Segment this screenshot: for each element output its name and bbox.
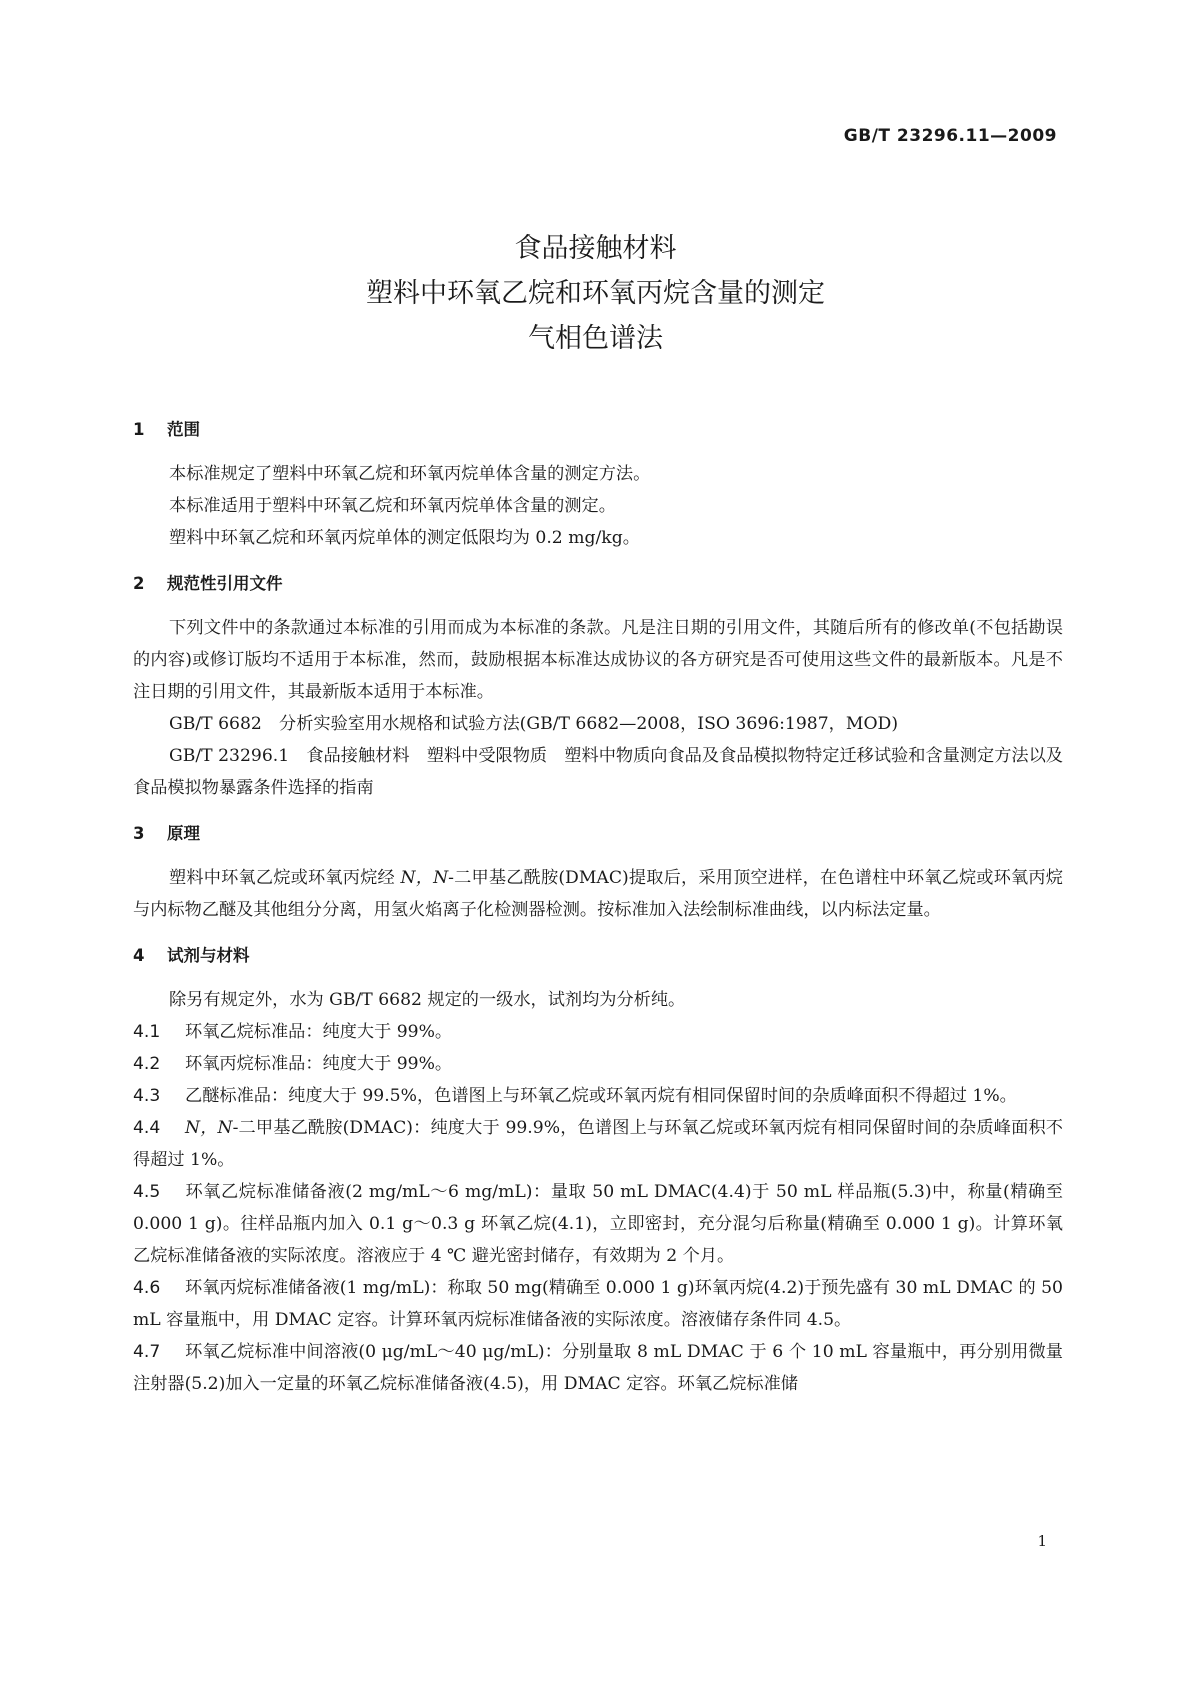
- clause-text: 环氧丙烷标准储备液(1 mg/mL)：称取 50 mg(精确至 0.000 1 g)环氧丙烷(4.2)于预先盛有 30 mL DMAC 的 50 mL 容量瓶中，用 DMAC 定容。计算环氧丙烷标准储备液的实际浓度。溶液储存条件同 4.5。: [133, 1278, 1063, 1330]
- clause-item: [133, 1272, 1063, 1336]
- document-body: [133, 414, 1063, 1400]
- section-title: 规范性引用文件: [167, 574, 283, 593]
- page-number: 1: [1037, 1532, 1047, 1550]
- title-line-3: 气相色谱法: [528, 323, 663, 354]
- clause-number: 4.3: [133, 1086, 161, 1106]
- section-number: 4: [133, 946, 145, 965]
- paragraph: 本标准适用于塑料中环氧乙烷和环氧丙烷单体含量的测定。: [169, 496, 616, 516]
- title-line-1: 食品接触材料: [514, 233, 677, 264]
- clause-item: [133, 1112, 1063, 1176]
- section-title: 范围: [167, 420, 200, 439]
- clause-item: [133, 1176, 1063, 1272]
- section-heading-scope: [133, 414, 1063, 446]
- paragraph: [133, 862, 1063, 926]
- paragraph: 本标准规定了塑料中环氧乙烷和环氧丙烷单体含量的测定方法。: [169, 464, 651, 484]
- standard-code: GB/T 23296.11—2009: [843, 126, 1057, 146]
- section-heading-principle: [133, 818, 1063, 850]
- section-title: 试剂与材料: [167, 946, 250, 965]
- italic-text: N，N: [400, 868, 449, 888]
- title-line-2: 塑料中环氧乙烷和环氧丙烷含量的测定: [366, 278, 825, 309]
- clause-item: [133, 1080, 1063, 1112]
- paragraph: 除另有规定外，水为 GB/T 6682 规定的一级水，试剂均为分析纯。: [169, 990, 686, 1010]
- text-run: 塑料中环氧乙烷或环氧丙烷经: [169, 868, 401, 888]
- section-title: 原理: [167, 824, 200, 843]
- clause-number: 4.7: [133, 1342, 161, 1362]
- clause-number: 4.6: [133, 1278, 161, 1298]
- clause-text: 环氧乙烷标准品：纯度大于 99%。: [185, 1022, 453, 1042]
- clause-number: 4.2: [133, 1054, 161, 1074]
- section-number: 1: [133, 420, 145, 439]
- document-title: [0, 226, 1191, 361]
- clause-item: [133, 1048, 1063, 1080]
- clause-item: [133, 1336, 1063, 1400]
- text-run: -二甲基乙酰胺(DMAC)提取后，采用顶空进样，在色谱柱中环氧乙烷或环氧丙烷与内标物乙醚及其他组分分离，用氢火焰离子化检测器检测。按标准加入法绘制标准曲线，以内标法定量。: [133, 868, 1063, 920]
- section-number: 2: [133, 574, 145, 593]
- clause-text: 环氧乙烷标准中间溶液(0 μg/mL～40 μg/mL)：分别量取 8 mL DMAC 于 6 个 10 mL 容量瓶中，再分别用微量注射器(5.2)加入一定量的环氧乙烷标准储备液(4.5)，用 DMAC 定容。环氧乙烷标准储: [133, 1342, 1063, 1394]
- clause-number: 4.5: [133, 1182, 161, 1202]
- section-heading-reagents: [133, 940, 1063, 972]
- clause-number: 4.4: [133, 1118, 161, 1138]
- section-heading-normative-references: [133, 568, 1063, 600]
- clause-text: 乙醚标准品：纯度大于 99.5%，色谱图上与环氧乙烷或环氧丙烷有相同保留时间的杂质峰面积不得超过 1%。: [185, 1086, 1017, 1106]
- clause-text: 环氧乙烷标准储备液(2 mg/mL～6 mg/mL)：量取 50 mL DMAC(4.4)于 50 mL 样品瓶(5.3)中，称量(精确至 0.000 1 g)。往样品瓶内加入 0.1 g～0.3 g 环氧乙烷(4.1)，立即密封，充分混匀后称量(精确至 0.000 1 g)。计算环氧乙烷标准储备液的实际浓度。溶液应于 4 ℃ 避光密封储存，有效期为 2 个月。: [133, 1182, 1063, 1266]
- clause-text: -二甲基乙酰胺(DMAC)：纯度大于 99.9%，色谱图上与环氧乙烷或环氧丙烷有相同保留时间的杂质峰面积不得超过 1%。: [133, 1118, 1063, 1170]
- clause-item: [133, 1016, 1063, 1048]
- reference-item: GB/T 23296.1 食品接触材料 塑料中受限物质 塑料中物质向食品及食品模拟物特定迁移试验和含量测定方法以及食品模拟物暴露条件选择的指南: [133, 746, 1063, 798]
- clause-text: 环氧丙烷标准品：纯度大于 99%。: [185, 1054, 453, 1074]
- section-number: 3: [133, 824, 145, 843]
- reference-item: GB/T 6682 分析实验室用水规格和试验方法(GB/T 6682—2008，ISO 3696:1987，MOD): [169, 714, 899, 734]
- italic-text: N，N: [185, 1118, 233, 1138]
- paragraph: 塑料中环氧乙烷和环氧丙烷单体的测定低限均为 0.2 mg/kg。: [169, 528, 640, 548]
- clause-number: 4.1: [133, 1022, 161, 1042]
- paragraph: 下列文件中的条款通过本标准的引用而成为本标准的条款。凡是注日期的引用文件，其随后所有的修改单(不包括勘误的内容)或修订版均不适用于本标准，然而，鼓励根据本标准达成协议的各方研究是否可使用这些文件的最新版本。凡是不注日期的引用文件，其最新版本适用于本标准。: [133, 618, 1063, 702]
